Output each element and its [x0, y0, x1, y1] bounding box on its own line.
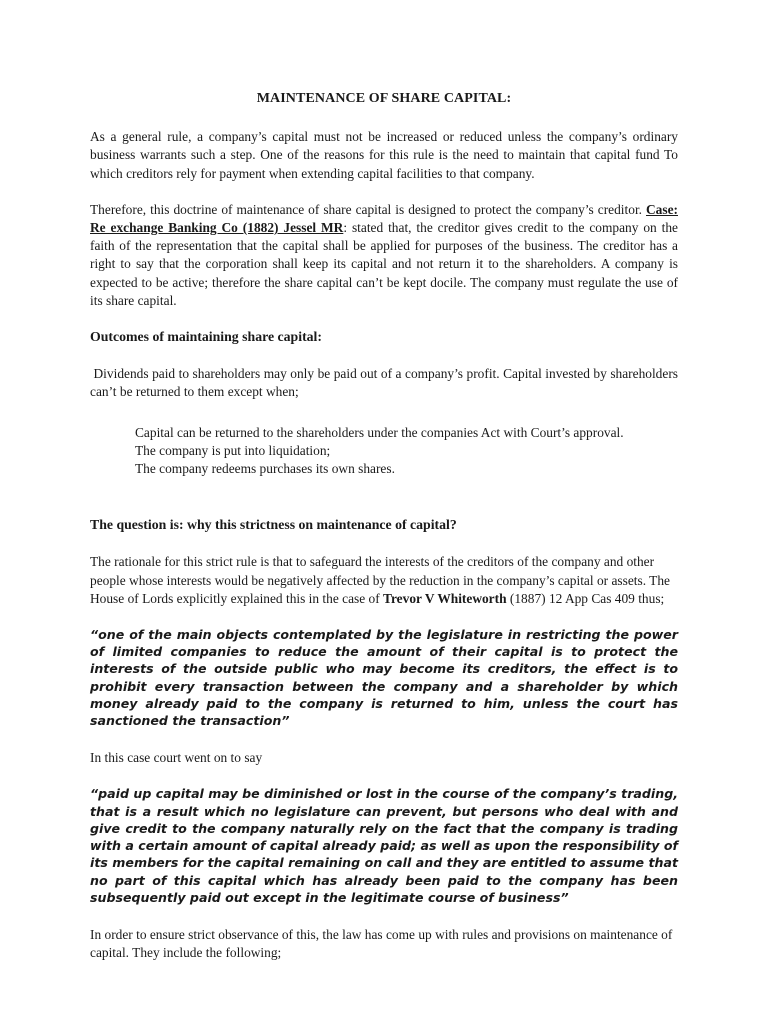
rationale-rest: (1887) 12 App Cas 409 thus;: [506, 590, 665, 606]
doctrine-lead: Therefore, this doctrine of maintenance of share capital is designed to protect the company’s creditor.: [90, 201, 647, 217]
document-title: MAINTENANCE OF SHARE CAPITAL:: [256, 91, 512, 106]
case-name: Trevor V Whiteworth: [383, 590, 507, 606]
condition-item: The company is put into liquidation;: [135, 442, 331, 458]
doctrine-rest: : stated that, the creditor gives credit to the company on the faith of the representation that the capital shall be applied for purposes of the business. The creditor has a right to say that the corporation shall keep its capital and not return it to the shareholders. A company is expected to be active; therefore the share capital can’t be kept docile. The company must regulate the use of its share capital.: [90, 220, 678, 308]
rationale-paragraph: [90, 553, 678, 608]
conditions-list: [135, 424, 678, 479]
quote-block: “one of the main objects contemplated by the legislature in restricting the power of limited companies to reduce the amount of their capital is to protect the interests of the outside public who may become its creditors, the effect is to prohibit every transaction between the company and a shareholder by which money already paid to the company is returned to him, unless the court has sanctioned the transaction”: [90, 627, 678, 729]
condition-item: Capital can be returned to the shareholders under the companies Act with Court’s approval.: [135, 424, 624, 440]
outcomes-paragraph: Dividends paid to shareholders may only be paid out of a company’s profit. Capital invested by shareholders can’t be returned to them except when;: [90, 366, 682, 400]
closing-paragraph: In order to ensure strict observance of this, the law has come up with rules and provisions on maintenance of capital. They include the following;: [90, 926, 673, 961]
court-went-on: In this case court went on to say: [90, 750, 263, 766]
case-reference: Case: Re exchange Banking Co (1882) Jessel MR: [90, 201, 678, 236]
intro-paragraph: As a general rule, a company’s capital must not be increased or reduced unless the company’s ordinary business warrants such a step. One of the reasons for this rule is the need to maintain that capital fund To which creditors rely for payment when extending capital facilities to that company.: [90, 129, 678, 181]
rationale-lead: The rationale for this strict rule is that to safeguard the interests of the creditors of the company and other people whose interests would be negatively affected by the reduction in the company’s capital or assets. The House of Lords explicitly explained this in the case of: [90, 554, 670, 606]
outcomes-heading: Outcomes of maintaining share capital:: [90, 329, 322, 345]
condition-item: The company redeems purchases its own shares.: [135, 461, 395, 477]
question-heading: The question is: why this strictness on maintenance of capital?: [90, 517, 457, 533]
quote-block: “paid up capital may be diminished or lost in the course of the company’s trading, that is a result which no legislature can prevent, but persons who deal with and give credit to the company naturally rely on the fact that the company is trading with a certain amount of capital already paid; as well as upon the responsibility of its members for the capital remaining on call and they are entitled to assume that no part of this capital which has already been paid to the company has been subsequently paid out except in the legitimate course of business”: [90, 786, 678, 905]
doctrine-paragraph: [90, 201, 678, 310]
